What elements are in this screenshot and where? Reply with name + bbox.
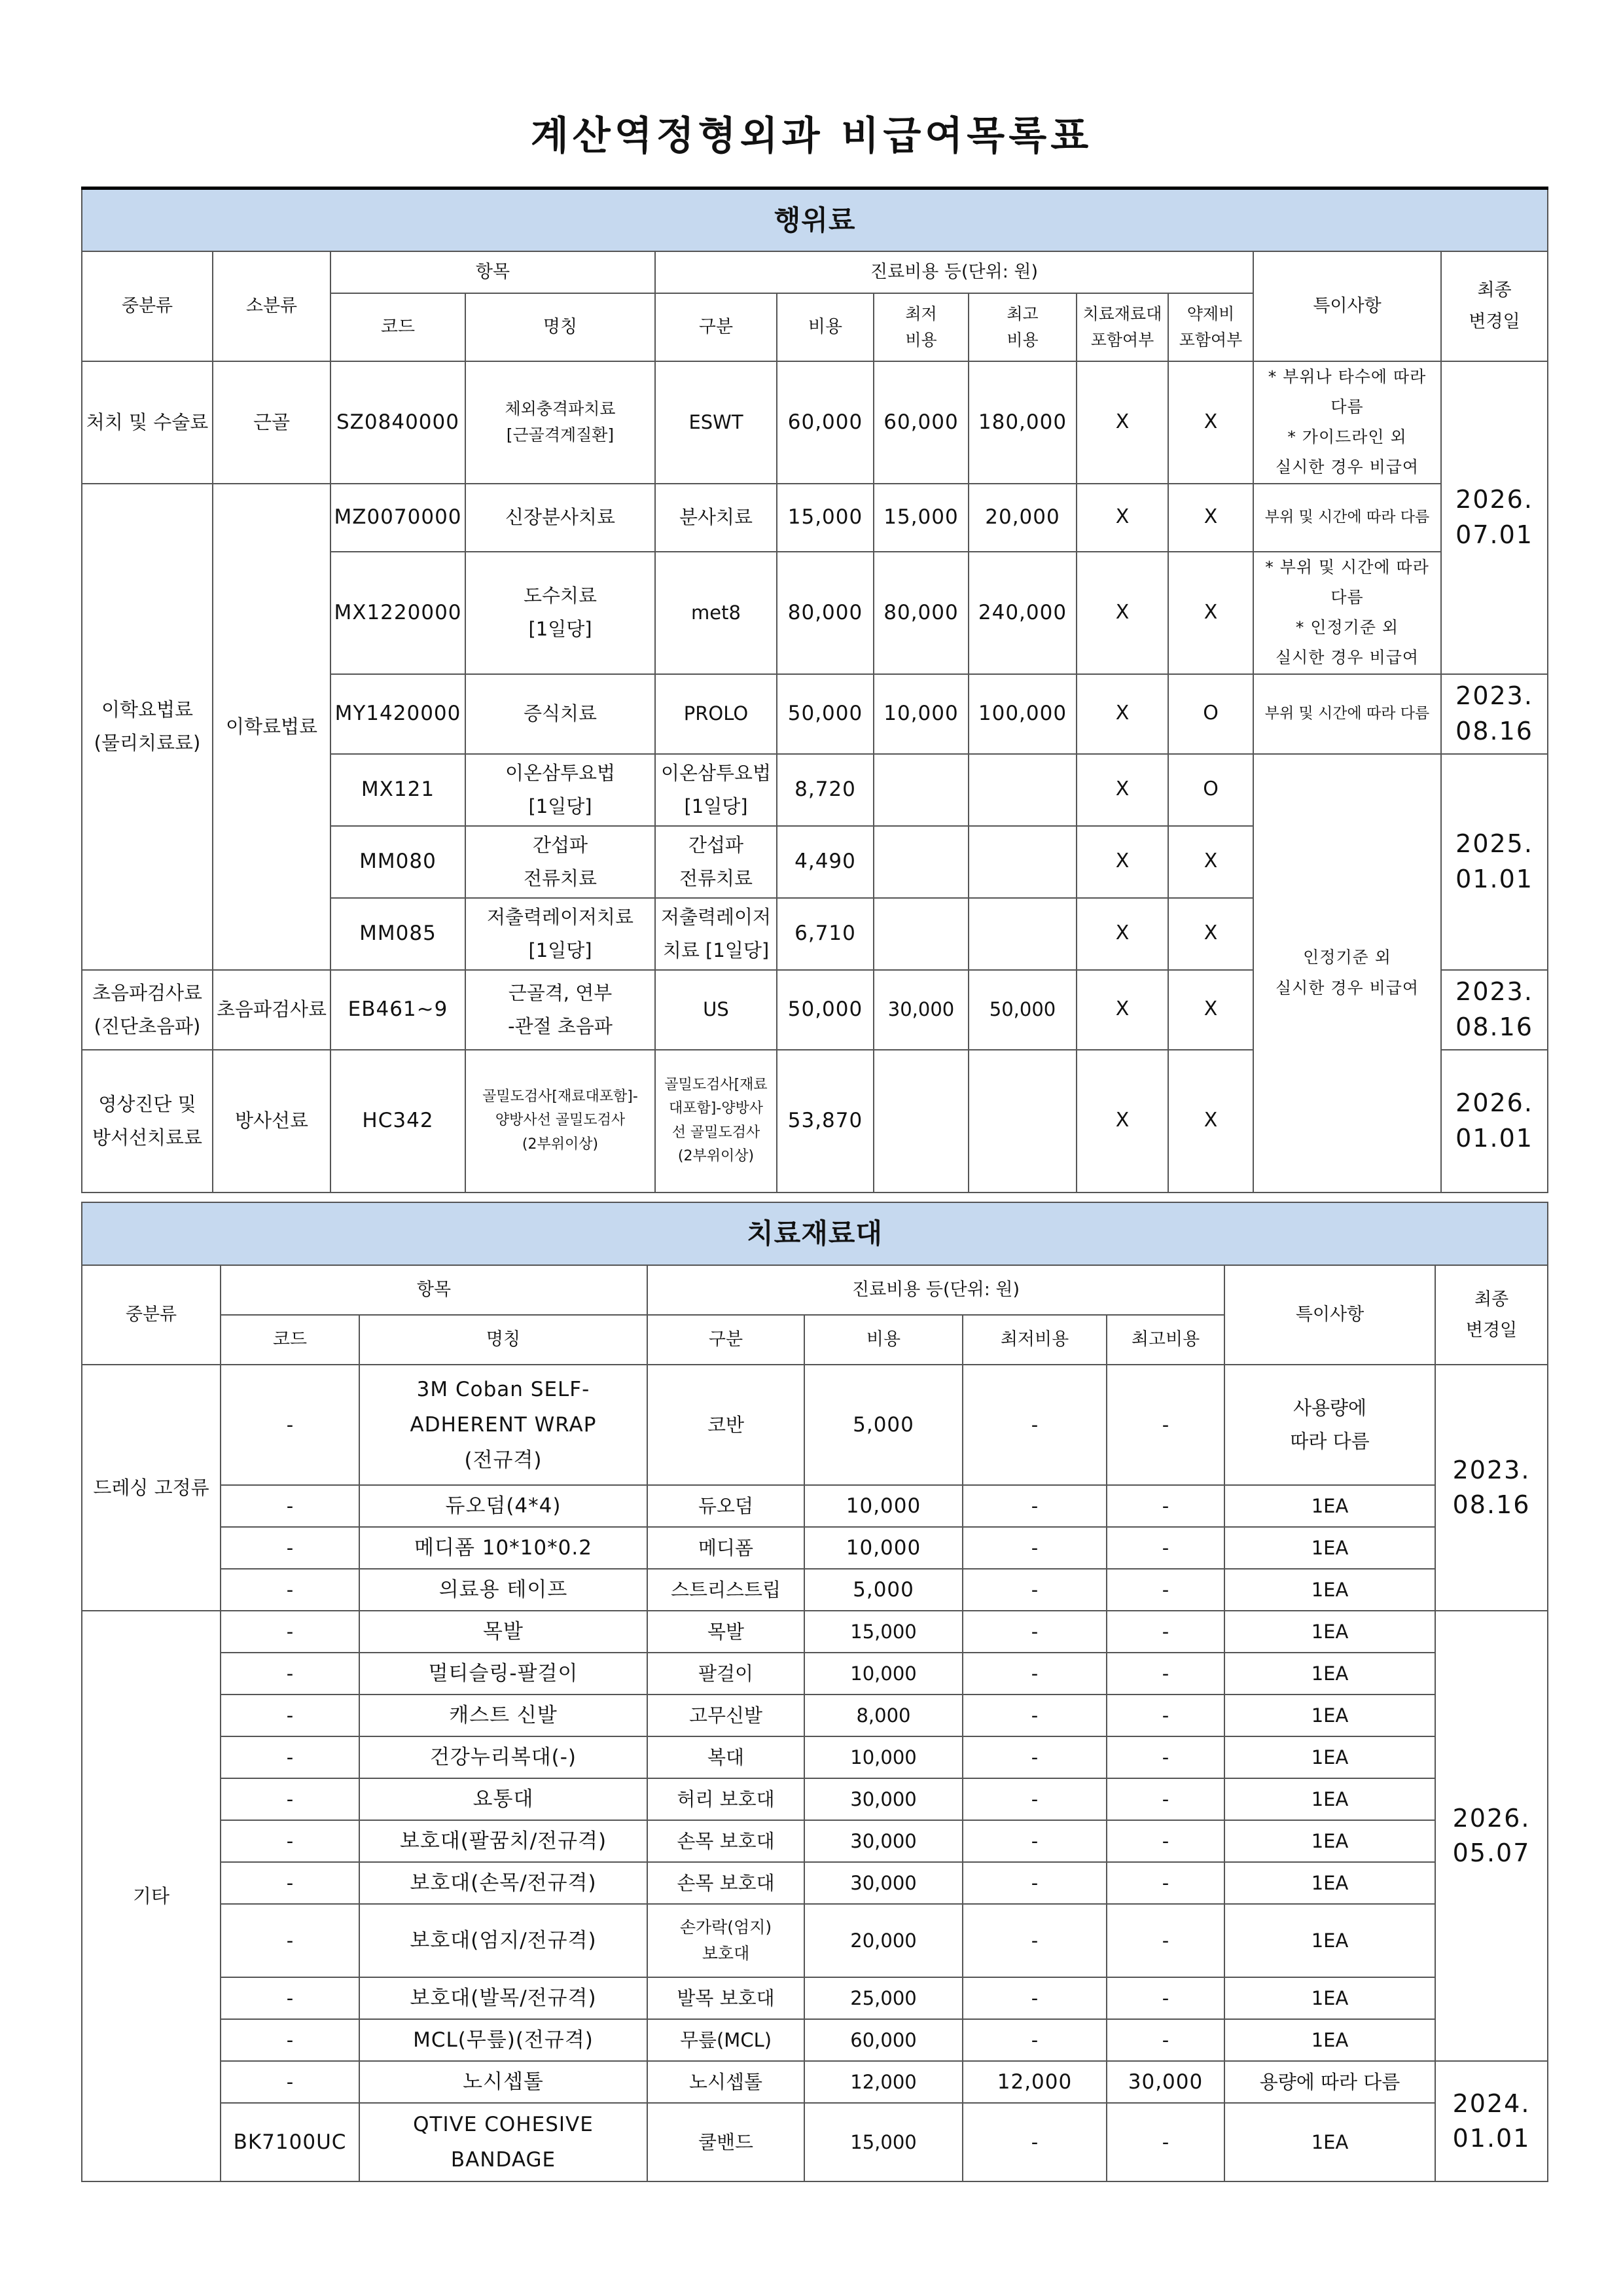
item-name: 이온삼투요법 [1일당]	[465, 754, 655, 826]
table-row	[82, 1862, 1548, 1904]
item-min-cost: -	[963, 1569, 1107, 1611]
header-cost: 비용	[804, 1315, 963, 1365]
item-code: -	[221, 1695, 359, 1736]
header-cost: 비용	[777, 293, 874, 361]
item-min-cost: -	[963, 1527, 1107, 1569]
item-type: 코반	[647, 1365, 804, 1485]
item-max-cost	[969, 826, 1077, 898]
material-included: X	[1077, 1050, 1168, 1193]
item-min-cost	[874, 898, 969, 970]
item-note: * 부위 및 시간에 따라 다름 * 인정기준 외 실시한 경우 비급여	[1253, 552, 1441, 674]
item-code: -	[221, 1653, 359, 1695]
item-type: 쿨밴드	[647, 2103, 804, 2181]
item-name: 체외충격파치료 [근골격계질환]	[465, 361, 655, 484]
item-min-cost: -	[963, 1611, 1107, 1653]
item-min-cost: -	[963, 1862, 1107, 1904]
header-min-cost: 최저 비용	[874, 293, 969, 361]
item-note: 1EA	[1224, 1778, 1435, 1820]
item-cost: 30,000	[804, 1778, 963, 1820]
item-code: -	[221, 1365, 359, 1485]
drug-included: X	[1168, 970, 1253, 1050]
drug-included: X	[1168, 484, 1253, 552]
item-note: 1EA	[1224, 2019, 1435, 2061]
item-type: 분사치료	[655, 484, 777, 552]
item-name: 목발	[359, 1611, 647, 1653]
item-type: 팔걸이	[647, 1653, 804, 1695]
item-code: MY1420000	[330, 674, 465, 754]
item-note: 1EA	[1224, 1569, 1435, 1611]
item-type: 손목 보호대	[647, 1862, 804, 1904]
updated-date: 2023. 08.16	[1441, 970, 1548, 1050]
item-type: 고무신발	[647, 1695, 804, 1736]
item-max-cost: -	[1107, 1527, 1224, 1569]
item-max-cost: -	[1107, 2103, 1224, 2181]
item-min-cost: 30,000	[874, 970, 969, 1050]
item-note: 1EA	[1224, 1904, 1435, 1977]
item-note: 1EA	[1224, 2103, 1435, 2181]
item-cost: 5,000	[804, 1365, 963, 1485]
item-min-cost	[874, 1050, 969, 1193]
item-cost: 15,000	[804, 2103, 963, 2181]
item-name: 증식치료	[465, 674, 655, 754]
item-cost: 10,000	[804, 1485, 963, 1527]
item-min-cost	[874, 754, 969, 826]
table-row	[82, 1569, 1548, 1611]
minor-category: 이학료법료	[213, 484, 330, 970]
drug-included: X	[1168, 361, 1253, 484]
item-code: MX121	[330, 754, 465, 826]
item-code: -	[221, 1778, 359, 1820]
item-name: 요통대	[359, 1778, 647, 1820]
item-code: -	[221, 1862, 359, 1904]
header-updated: 최종 변경일	[1435, 1265, 1548, 1365]
item-code: MM080	[330, 826, 465, 898]
material-included: X	[1077, 361, 1168, 484]
item-code: BK7100UC	[221, 2103, 359, 2181]
item-max-cost: 30,000	[1107, 2061, 1224, 2103]
item-code: -	[221, 2061, 359, 2103]
item-min-cost: -	[963, 1736, 1107, 1778]
item-name: 듀오덤(4*4)	[359, 1485, 647, 1527]
item-type: US	[655, 970, 777, 1050]
header-major: 중분류	[82, 251, 213, 361]
item-name: 저출력레이저치료 [1일당]	[465, 898, 655, 970]
header-cost-group: 진료비용 등(단위: 원)	[655, 251, 1253, 293]
item-name: 보호대(손목/전규격)	[359, 1862, 647, 1904]
item-cost: 10,000	[804, 1736, 963, 1778]
item-type: 허리 보호대	[647, 1778, 804, 1820]
item-note: 사용량에 따라 다름	[1224, 1365, 1435, 1485]
material-included: X	[1077, 552, 1168, 674]
header-cost-group: 진료비용 등(단위: 원)	[647, 1265, 1224, 1315]
major-category: 기타	[82, 1611, 221, 2181]
item-min-cost: -	[963, 1820, 1107, 1862]
table-row	[82, 1904, 1548, 1977]
item-cost: 8,000	[804, 1695, 963, 1736]
item-max-cost: 180,000	[969, 361, 1077, 484]
header-max-cost: 최고비용	[1107, 1315, 1224, 1365]
drug-included: O	[1168, 754, 1253, 826]
minor-category: 근골	[213, 361, 330, 484]
item-max-cost	[969, 1050, 1077, 1193]
header-type: 구분	[647, 1315, 804, 1365]
header-max-cost: 최고 비용	[969, 293, 1077, 361]
item-max-cost: -	[1107, 1778, 1224, 1820]
updated-date: 2026. 07.01	[1441, 361, 1548, 674]
item-code: MM085	[330, 898, 465, 970]
major-category: 초음파검사료 (진단초음파)	[82, 970, 213, 1050]
item-min-cost	[874, 826, 969, 898]
drug-included: X	[1168, 826, 1253, 898]
item-code: MX1220000	[330, 552, 465, 674]
header-updated: 최종 변경일	[1441, 251, 1548, 361]
header-item: 항목	[330, 251, 655, 293]
item-type: 손가락(엄지) 보호대	[647, 1904, 804, 1977]
table-row	[82, 1527, 1548, 1569]
header-notes: 특이사항	[1253, 251, 1441, 361]
header-code: 코드	[330, 293, 465, 361]
item-max-cost: -	[1107, 1977, 1224, 2019]
item-name: MCL(무릎)(전규격)	[359, 2019, 647, 2061]
table-row	[82, 1611, 1548, 1653]
item-type: 스트리스트립	[647, 1569, 804, 1611]
item-name: 간섭파 전류치료	[465, 826, 655, 898]
item-cost: 30,000	[804, 1820, 963, 1862]
item-cost: 25,000	[804, 1977, 963, 2019]
item-cost: 12,000	[804, 2061, 963, 2103]
item-code: EB461~9	[330, 970, 465, 1050]
item-name: 노시셉톨	[359, 2061, 647, 2103]
table-row	[82, 1653, 1548, 1695]
item-name: 메디폼 10*10*0.2	[359, 1527, 647, 1569]
item-cost: 50,000	[777, 674, 874, 754]
item-name: QTIVE COHESIVE BANDAGE	[359, 2103, 647, 2181]
updated-date: 2023. 08.16	[1435, 1365, 1548, 1611]
item-cost: 53,870	[777, 1050, 874, 1193]
item-note: 1EA	[1224, 1736, 1435, 1778]
major-category: 영상진단 및 방서선치료료	[82, 1050, 213, 1193]
item-type: PROLO	[655, 674, 777, 754]
item-cost: 15,000	[777, 484, 874, 552]
updated-date: 2024. 01.01	[1435, 2061, 1548, 2181]
major-category: 처치 및 수술료	[82, 361, 213, 484]
item-min-cost: -	[963, 1778, 1107, 1820]
item-note: 1EA	[1224, 1611, 1435, 1653]
item-max-cost: -	[1107, 1365, 1224, 1485]
item-max-cost: -	[1107, 1904, 1224, 1977]
material-included: X	[1077, 674, 1168, 754]
material-fee-table	[81, 1202, 1548, 2182]
item-name: 캐스트 신발	[359, 1695, 647, 1736]
table-row	[82, 1485, 1548, 1527]
table-row	[82, 2103, 1548, 2181]
item-min-cost: -	[963, 1904, 1107, 1977]
material-included: X	[1077, 826, 1168, 898]
item-note: 1EA	[1224, 1862, 1435, 1904]
header-drug-included: 약제비 포함여부	[1168, 293, 1253, 361]
table-row	[82, 1365, 1548, 1485]
item-cost: 60,000	[804, 2019, 963, 2061]
item-min-cost: -	[963, 2019, 1107, 2061]
item-note: 용량에 따라 다름	[1224, 2061, 1435, 2103]
header-major: 중분류	[82, 1265, 221, 1365]
item-max-cost: 240,000	[969, 552, 1077, 674]
item-note: 부위 및 시간에 따라 다름	[1253, 674, 1441, 754]
item-note: 1EA	[1224, 1485, 1435, 1527]
item-name: 의료용 테이프	[359, 1569, 647, 1611]
item-code: SZ0840000	[330, 361, 465, 484]
item-type: 메디폼	[647, 1527, 804, 1569]
table-row	[82, 361, 1548, 484]
section-title: 행위료	[82, 188, 1548, 251]
item-name: 건강누리복대(-)	[359, 1736, 647, 1778]
table-row	[82, 1778, 1548, 1820]
item-min-cost: -	[963, 2103, 1107, 2181]
item-code: -	[221, 1527, 359, 1569]
item-cost: 80,000	[777, 552, 874, 674]
major-category: 이학요법료 (물리치료료)	[82, 484, 213, 970]
drug-included: X	[1168, 1050, 1253, 1193]
drug-included: X	[1168, 552, 1253, 674]
minor-category: 초음파검사료	[213, 970, 330, 1050]
item-code: -	[221, 1820, 359, 1862]
updated-date: 2025. 01.01	[1441, 754, 1548, 970]
item-max-cost: -	[1107, 1736, 1224, 1778]
material-included: X	[1077, 970, 1168, 1050]
item-type: 저출력레이저 치료 [1일당]	[655, 898, 777, 970]
item-type: 목발	[647, 1611, 804, 1653]
item-name: 3M Coban SELF- ADHERENT WRAP (전규격)	[359, 1365, 647, 1485]
item-type: 골밀도검사[재료 대포함]-양방사 선 골밀도검사 (2부위이상)	[655, 1050, 777, 1193]
header-item: 항목	[221, 1265, 647, 1315]
header-min-cost: 최저비용	[963, 1315, 1107, 1365]
item-cost: 5,000	[804, 1569, 963, 1611]
item-name: 근골격, 연부 -관절 초음파	[465, 970, 655, 1050]
major-category: 드레싱 고정류	[82, 1365, 221, 1611]
item-name: 보호대(엄지/전규격)	[359, 1904, 647, 1977]
item-cost: 50,000	[777, 970, 874, 1050]
item-min-cost: 60,000	[874, 361, 969, 484]
item-code: -	[221, 1485, 359, 1527]
item-min-cost: -	[963, 1653, 1107, 1695]
header-code: 코드	[221, 1315, 359, 1365]
item-cost: 60,000	[777, 361, 874, 484]
header-minor: 소분류	[213, 251, 330, 361]
item-note: 부위 및 시간에 따라 다름	[1253, 484, 1441, 552]
drug-included: O	[1168, 674, 1253, 754]
updated-date: 2026. 05.07	[1435, 1611, 1548, 2061]
item-type: met8	[655, 552, 777, 674]
item-name: 멀티슬링-팔걸이	[359, 1653, 647, 1695]
item-type: 복대	[647, 1736, 804, 1778]
item-code: -	[221, 1736, 359, 1778]
minor-category: 방사선료	[213, 1050, 330, 1193]
item-cost: 10,000	[804, 1527, 963, 1569]
item-type: 듀오덤	[647, 1485, 804, 1527]
item-max-cost	[969, 754, 1077, 826]
item-min-cost: 15,000	[874, 484, 969, 552]
item-type: 이온삼투요법 [1일당]	[655, 754, 777, 826]
item-type: 발목 보호대	[647, 1977, 804, 2019]
item-note: 1EA	[1224, 1653, 1435, 1695]
item-max-cost: -	[1107, 1569, 1224, 1611]
item-max-cost: 20,000	[969, 484, 1077, 552]
item-max-cost: -	[1107, 1695, 1224, 1736]
header-type: 구분	[655, 293, 777, 361]
item-note: 1EA	[1224, 1695, 1435, 1736]
drug-included: X	[1168, 898, 1253, 970]
item-name: 보호대(발목/전규격)	[359, 1977, 647, 2019]
material-included: X	[1077, 754, 1168, 826]
item-name: 보호대(팔꿈치/전규격)	[359, 1820, 647, 1862]
item-max-cost: -	[1107, 1862, 1224, 1904]
updated-date: 2023. 08.16	[1441, 674, 1548, 754]
item-min-cost: 12,000	[963, 2061, 1107, 2103]
material-included: X	[1077, 898, 1168, 970]
item-code: -	[221, 1611, 359, 1653]
item-max-cost: -	[1107, 1611, 1224, 1653]
item-note: 1EA	[1224, 1820, 1435, 1862]
item-cost: 20,000	[804, 1904, 963, 1977]
item-type: ESWT	[655, 361, 777, 484]
table-row	[82, 484, 1548, 552]
item-note: 1EA	[1224, 1527, 1435, 1569]
header-material-included: 치료재료대 포함여부	[1077, 293, 1168, 361]
item-name: 골밀도검사[재료대포함]- 양방사선 골밀도검사 (2부위이상)	[465, 1050, 655, 1193]
item-name: 도수치료 [1일당]	[465, 552, 655, 674]
item-min-cost: -	[963, 1485, 1107, 1527]
item-min-cost: 10,000	[874, 674, 969, 754]
item-code: HC342	[330, 1050, 465, 1193]
table-row	[82, 2061, 1548, 2103]
header-name: 명칭	[359, 1315, 647, 1365]
item-code: -	[221, 1977, 359, 2019]
item-type: 손목 보호대	[647, 1820, 804, 1862]
item-type: 간섭파 전류치료	[655, 826, 777, 898]
item-cost: 8,720	[777, 754, 874, 826]
item-note: * 부위나 타수에 따라 다름 * 가이드라인 외 실시한 경우 비급여	[1253, 361, 1441, 484]
item-max-cost: 100,000	[969, 674, 1077, 754]
item-type: 무릎(MCL)	[647, 2019, 804, 2061]
item-cost: 15,000	[804, 1611, 963, 1653]
item-note-shared: 인정기준 외 실시한 경우 비급여	[1253, 754, 1441, 1193]
table-row	[82, 1820, 1548, 1862]
item-code: -	[221, 2019, 359, 2061]
item-max-cost: -	[1107, 1485, 1224, 1527]
item-cost: 4,490	[777, 826, 874, 898]
item-cost: 30,000	[804, 1862, 963, 1904]
table-row	[82, 1695, 1548, 1736]
item-code: MZ0070000	[330, 484, 465, 552]
item-code: -	[221, 1569, 359, 1611]
item-type: 노시셉톨	[647, 2061, 804, 2103]
item-min-cost: -	[963, 1695, 1107, 1736]
table-row	[82, 1736, 1548, 1778]
item-code: -	[221, 1904, 359, 1977]
item-note: 1EA	[1224, 1977, 1435, 2019]
item-max-cost: -	[1107, 1653, 1224, 1695]
updated-date: 2026. 01.01	[1441, 1050, 1548, 1193]
section-title: 치료재료대	[82, 1202, 1548, 1265]
item-max-cost: 50,000	[969, 970, 1077, 1050]
document-title: 계산역정형외과 비급여목록표	[530, 113, 1093, 159]
item-max-cost	[969, 898, 1077, 970]
table-row	[82, 2019, 1548, 2061]
header-notes: 특이사항	[1224, 1265, 1435, 1365]
item-cost: 6,710	[777, 898, 874, 970]
material-included: X	[1077, 484, 1168, 552]
item-min-cost: 80,000	[874, 552, 969, 674]
item-cost: 10,000	[804, 1653, 963, 1695]
item-max-cost: -	[1107, 2019, 1224, 2061]
item-max-cost: -	[1107, 1820, 1224, 1862]
item-min-cost: -	[963, 1977, 1107, 2019]
procedure-fee-table	[81, 187, 1548, 1193]
header-name: 명칭	[465, 293, 655, 361]
item-name: 신장분사치료	[465, 484, 655, 552]
item-min-cost: -	[963, 1365, 1107, 1485]
table-row	[82, 1977, 1548, 2019]
